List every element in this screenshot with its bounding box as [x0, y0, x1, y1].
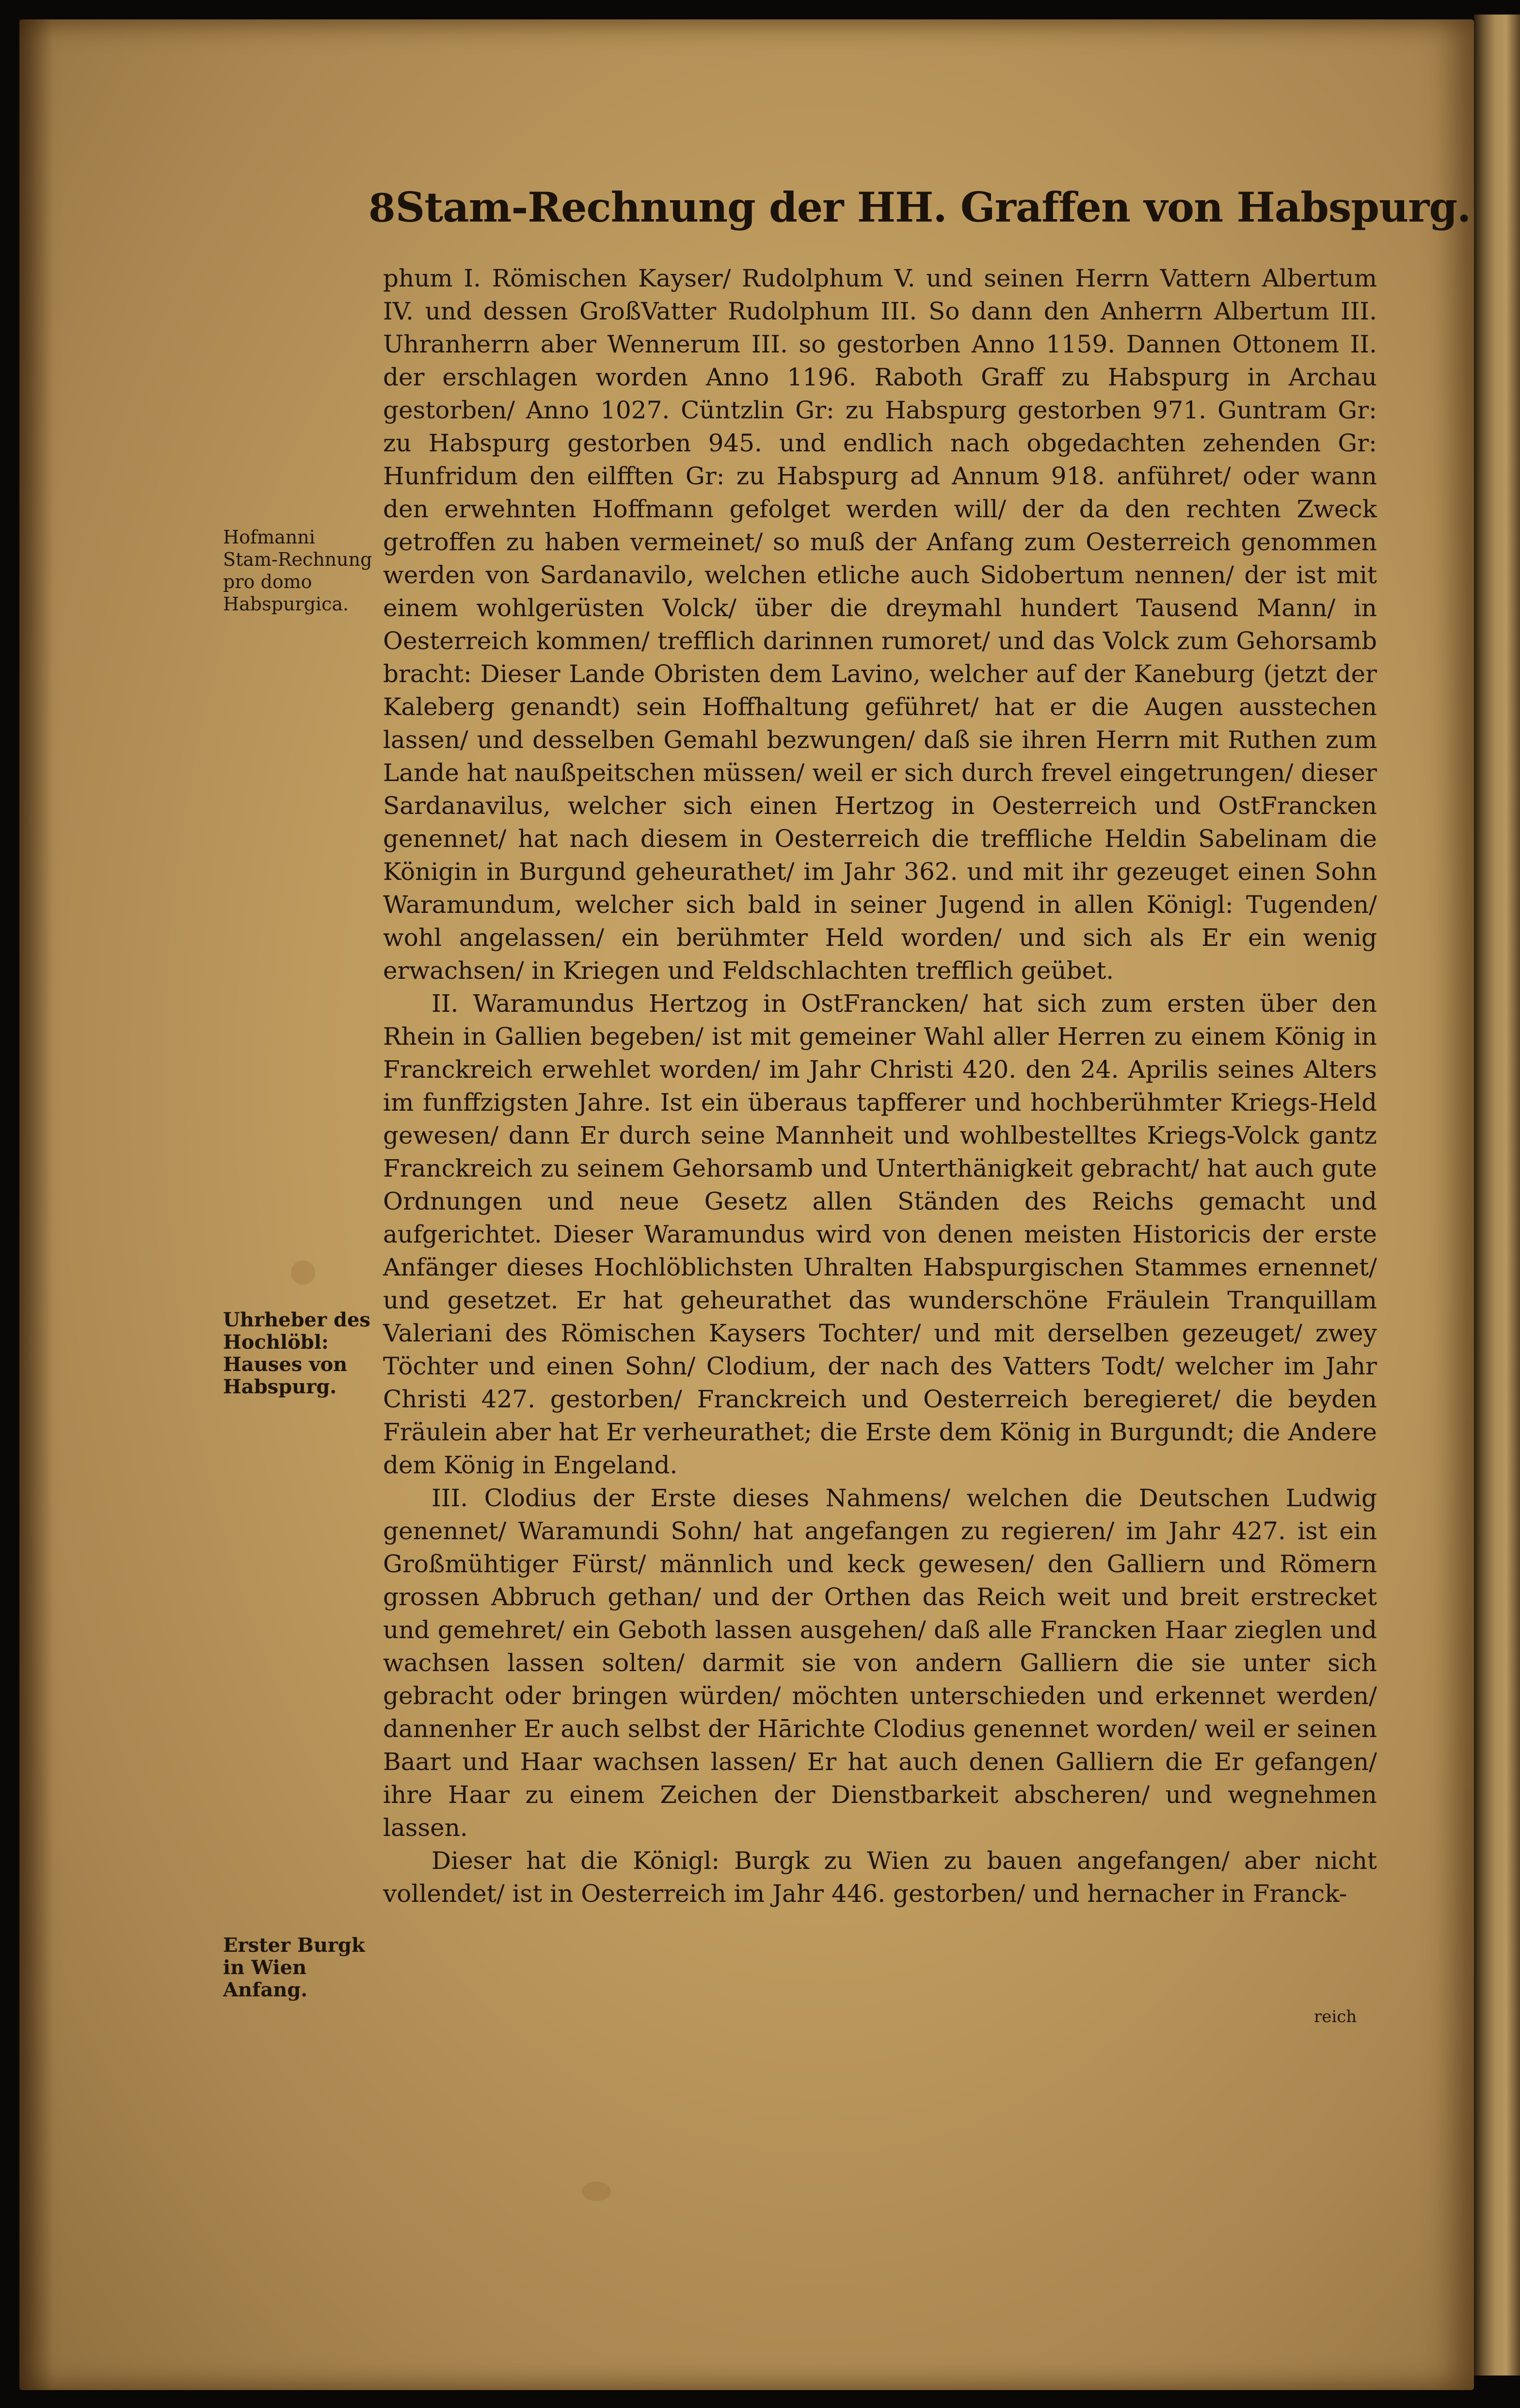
paragraph-burgk: Dieser hat die Königl: Burgk zu Wien zu bauen angefangen/ aber nicht vollendet/ ist in Oesterreich im Jahr 446. gestorben/ und hernacher in Franck-	[383, 1847, 1377, 1908]
paragraph-intro: phum I. Römischen Kayser/ Rudolphum V. und seinen Herrn Vattern Albertum IV. und dessen GroßVatter Rudolphum III. So dann den Anherrn Albertum III. Uhranherrn aber Wennerum III. so gestorben Anno 1159. Dannen Ottonem II. der erschlagen worden Anno 1196. Raboth Graff zu Habspurg in Archau gestorben/ Anno 1027. Cüntzlin Gr: zu Habspurg gestorben 971. Guntram Gr: zu Habspurg gestorben 945. und endlich nach obgedachten zehenden Gr: Hunfridum den eilfften Gr: zu Habspurg ad Annum 918. anführet/ oder wann den erwehnten Hoffmann gefolget werden will/ der da den rechten Zweck getroffen zu haben vermeinet/ so muß der Anfang zum Oesterreich genommen werden von Sardanavilo, welchen etliche auch Sidobertum nennen/ der ist mit einem wohlgerüsten Volck/ über die dreymahl hundert Tausend Mann/ in Oesterreich kommen/ trefflich darinnen rumoret/ und das Volck zum Gehorsamb bracht: Dieser Lande Obristen dem Lavino, welcher auf der Kaneburg (jetzt der Kaleberg genandt) sein Hoffhaltung geführet/ hat er die Augen ausstechen lassen/ und desselben Gemahl bezwungen/ daß sie ihren Herrn mit Ruthen zum Lande hat naußpeitschen müssen/ weil er sich durch frevel eingetrungen/ dieser Sardanavilus, welcher sich einen Hertzog in Oesterreich und OstFrancken genennet/ hat nach diesem in Oesterreich die treffliche Heldin Sabelinam die Königin in Burgund geheurathet/ im Jahr 362. und mit ihr gezeuget einen Sohn Waramundum, welcher sich bald in seiner Jugend in allen Königl: Tugenden/ wohl angelassen/ ein berühmter Held worden/ und sich als Er ein wenig erwachsen/ in Kriegen und Feldschlachten trefflich geübet.	[383, 264, 1377, 985]
body-text	[383, 262, 1377, 2065]
spine-shadow	[19, 19, 53, 2390]
foxing-spot	[291, 1260, 315, 1285]
paragraph-clodius: III. Clodius der Erste dieses Nahmens/ welchen die Deutschen Ludwig genennet/ Waramundi Sohn/ hat angefangen zu regieren/ im Jahr 427. ist ein Großmühtiger Fürst/ männlich und keck gewesen/ den Galliern und Römern grossen Abbruch gethan/ und der Orthen das Reich weit und breit erstrecket und gemehret/ ein Geboth lassen ausgehen/ daß alle Francken Haar zieglen und wachsen lassen solten/ darmit sie von andern Galliern die sie unter sich gebracht oder bringen würden/ möchten unterschieden und erkennet werden/ dannenher Er auch selbst der Hārichte Clodius genennet worden/ weil er seinen Baart und Haar wachsen lassen/ Er hat auch denen Galliern die Er gefangen/ ihre Haar zu einem Zeichen der Dienstbarkeit abscheren/ und wegnehmen lassen.	[383, 1484, 1377, 1842]
page-number: 8	[368, 185, 396, 231]
paragraph-waramundus: II. Waramundus Hertzog in OstFrancken/ hat sich zum ersten über den Rhein in Gallien begeben/ ist mit gemeiner Wahl aller Herren zu einem König in Franckreich erwehlet worden/ im Jahr Christi 420. den 24. Aprilis seines Alters im funffzigsten Jahre. Ist ein überaus tapfferer und hochberühmter Kriegs-Held gewesen/ dann Er durch seine Mannheit und wohlbestelltes Kriegs-Volck gantz Franckreich zu seinem Gehorsamb und Unterthänigkeit gebracht/ hat auch gute Ordnungen und neue Gesetz allen Ständen des Reichs gemacht und aufgerichtet. Dieser Waramundus wird von denen meisten Historicis der erste Anfänger dieses Hochlöblichsten Uhralten Habspurgischen Stammes ernennet/ und gesetzet. Er hat geheurathet das wunderschöne Fräulein Tranquillam Valeriani des Römischen Kaysers Tochter/ und mit derselben gezeuget/ zwey Töchter und einen Sohn/ Clodium, der nach des Vatters Todt/ welcher im Jahr Christi 427. gestorben/ Franckreich und Oesterreich beregieret/ die beyden Fräulein aber hat Er verheurathet; die Erste dem König in Burgundt; die Andere dem König in Engeland.	[383, 989, 1377, 1479]
running-title: Stam-Rechnung der HH. Graffen von Habspurg.	[395, 183, 1471, 231]
running-header	[368, 183, 1471, 241]
page-edge	[1474, 15, 1520, 2376]
catchword: reich	[1314, 2007, 1357, 2026]
marginal-note-hofmanni: Hofmanni Stam-Rechnung pro domo Habspurgica.	[223, 526, 372, 615]
foxing-spot	[582, 2182, 611, 2201]
marginal-note-burgk: Erster Burgk in Wien Anfang.	[223, 1934, 365, 2001]
marginal-note-uhrheber: Uhrheber des Hochlöbl: Hauses von Habspurg.	[223, 1308, 370, 1398]
